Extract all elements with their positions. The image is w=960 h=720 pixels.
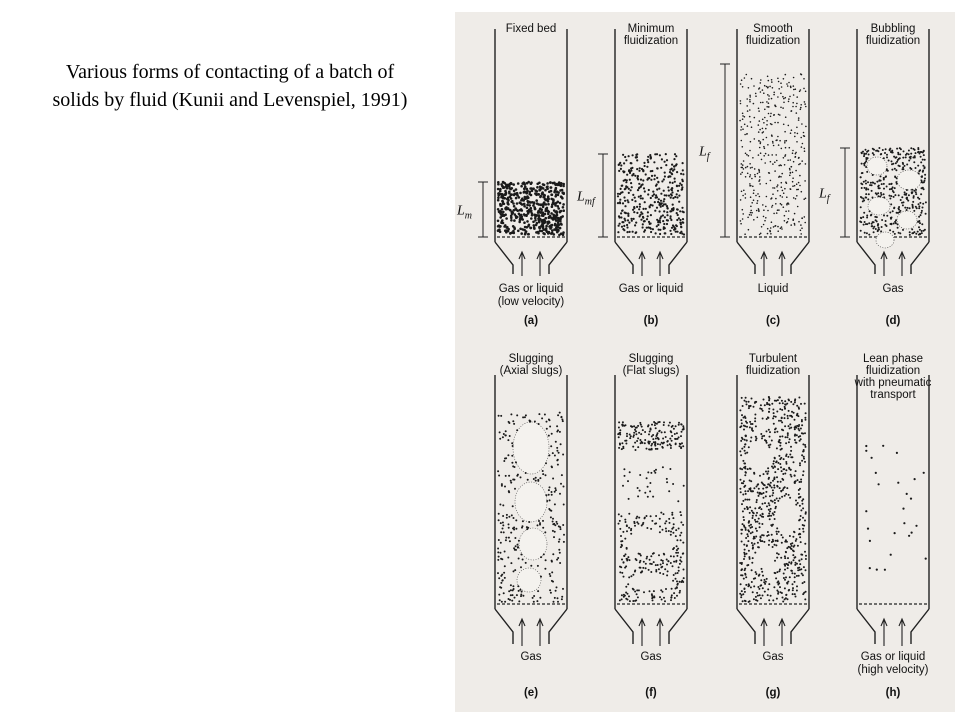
inlet-label: Gas <box>882 283 904 295</box>
inlet-label: Gas or liquid <box>618 283 684 295</box>
panel-letter: (h) <box>885 687 901 699</box>
panel-b <box>576 23 687 327</box>
panel-d <box>818 23 929 327</box>
fluidization-diagram <box>455 12 955 712</box>
inlet-label: Gas or liquid <box>860 651 926 663</box>
panel-letter: (g) <box>765 687 781 699</box>
panel-a <box>456 23 567 327</box>
caption-line-1: Various forms of contacting of a batch of <box>65 61 395 83</box>
panel-title: Minimum <box>627 23 675 35</box>
caption-line-2: solids by fluid (Kunii and Levenspiel, 1991) <box>52 89 408 111</box>
panel-title: transport <box>870 389 916 401</box>
panel-letter: (c) <box>765 315 781 327</box>
panel-title: fluidization <box>745 365 801 377</box>
bed-height-label: $L_f$ <box>699 144 710 163</box>
inlet-label: Gas <box>762 651 784 663</box>
panel-f <box>615 353 687 699</box>
panel-title: with pneumatic <box>854 377 932 389</box>
panel-letter: (a) <box>523 315 539 327</box>
bed-height-label: $L_m$ <box>457 203 473 222</box>
panel-e <box>495 353 567 699</box>
panel-title: Bubbling <box>870 23 916 35</box>
inlet-label: Gas <box>520 651 542 663</box>
inlet-label: (low velocity) <box>497 296 565 308</box>
panel-g <box>737 353 809 699</box>
panel-letter: (e) <box>523 687 539 699</box>
inlet-label: Gas or liquid <box>498 283 564 295</box>
panel-letter: (b) <box>643 315 659 327</box>
bed-height-label: $L_f$ <box>819 186 830 205</box>
bed-height-label: $L_{mf}$ <box>577 189 595 208</box>
inlet-label: Liquid <box>757 283 789 295</box>
panel-letter: (d) <box>885 315 901 327</box>
panel-title: (Flat slugs) <box>622 365 680 377</box>
panel-title: fluidization <box>745 35 801 47</box>
inlet-label: (high velocity) <box>857 664 929 676</box>
panel-title: Turbulent <box>748 353 798 365</box>
panel-c <box>698 23 809 327</box>
panel-title: (Axial slugs) <box>499 365 563 377</box>
fluidization-diagram-svg <box>455 12 955 712</box>
panel-h <box>854 353 932 699</box>
panel-title: fluidization <box>865 365 921 377</box>
panel-title: fluidization <box>623 35 679 47</box>
figure-caption <box>10 58 450 114</box>
panel-title: Fixed bed <box>505 23 557 35</box>
panel-title: fluidization <box>865 35 921 47</box>
panel-title: Slugging <box>628 353 674 365</box>
inlet-label: Gas <box>640 651 662 663</box>
panel-title: Smooth <box>753 23 793 35</box>
panel-title: Slugging <box>508 353 554 365</box>
panel-letter: (f) <box>645 687 657 699</box>
panel-title: Lean phase <box>862 353 924 365</box>
